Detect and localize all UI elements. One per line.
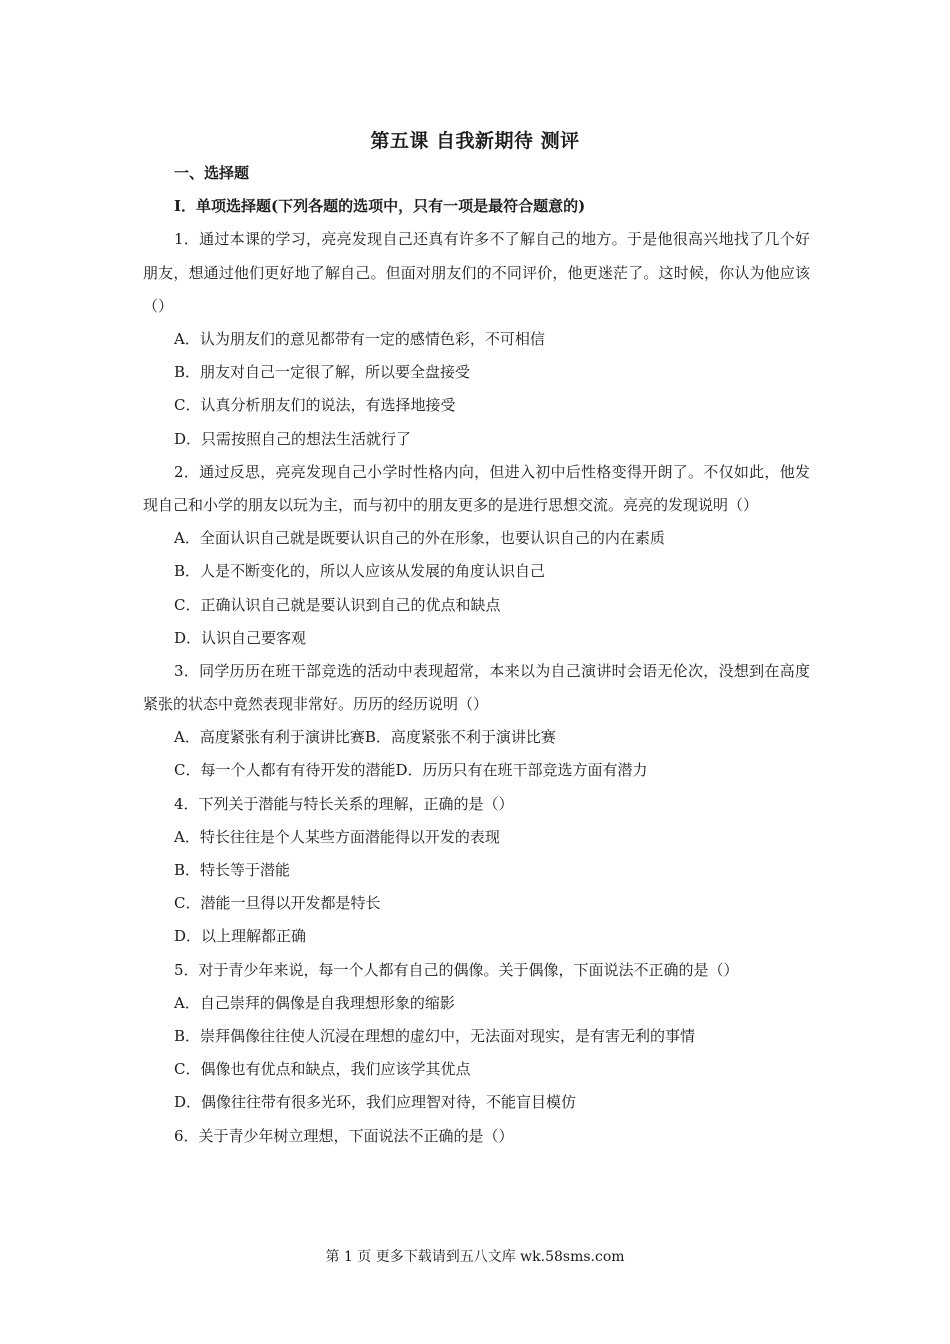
section-heading: 一、选择题	[174, 164, 250, 182]
option: A．自己崇拜的偶像是自我理想形象的缩影	[174, 993, 455, 1012]
option: C．潜能一旦得以开发都是特长	[174, 894, 381, 913]
option: D．偶像往往带有很多光环，我们应理智对待，不能盲目模仿	[174, 1093, 577, 1112]
question-stem: 1．通过本课的学习，亮亮发现自己还真有许多不了解自己的地方。于是他很高兴地找了几个好朋友，想通过他们更好地了解自己。但面对朋友们的不同评价，他更迷茫了。这时候，你认为他应该（）	[143, 230, 810, 315]
option: D．认识自己要客观	[174, 628, 307, 647]
option: B．崇拜偶像往往使人沉浸在理想的虚幻中，无法面对现实，是有害无利的事情	[174, 1026, 696, 1045]
option: C．每一个人都有有待开发的潜能D．历历只有在班干部竞选方面有潜力	[174, 761, 648, 780]
question-4	[143, 788, 810, 954]
option: D．只需按照自己的想法生活就行了	[174, 429, 412, 448]
question-stem: 3．同学历历在班干部竞选的活动中表现超常，本来以为自己演讲时会语无伦次，没想到在高度紧张的状态中竟然表现非常好。历历的经历说明（）	[143, 661, 810, 714]
option: C．认真分析朋友们的说法，有选择地接受	[174, 396, 456, 415]
question-stem: 2．通过反思，亮亮发现自己小学时性格内向，但进入初中后性格变得开朗了。不仅如此，他发现自己和小学的朋友以玩为主，而与初中的朋友更多的是进行思想交流。亮亮的发现说明（）	[143, 462, 810, 514]
option: B．朋友对自己一定很了解，所以要全盘接受	[174, 363, 471, 382]
question-3	[143, 655, 810, 788]
option: A．全面认识自己就是既要认识自己的外在形象，也要认识自己的内在素质	[174, 529, 665, 548]
option: C．偶像也有优点和缺点，我们应该学其优点	[174, 1060, 471, 1079]
question-stem: 6．关于青少年树立理想，下面说法不正确的是（）	[174, 1126, 514, 1145]
option: B．特长等于潜能	[174, 861, 291, 880]
page-title: 第五课 自我新期待 测评	[370, 130, 580, 152]
question-stem: 5．对于青少年来说，每一个人都有自己的偶像。关于偶像，下面说法不正确的是（）	[174, 960, 739, 979]
question-1	[143, 223, 810, 455]
sub-heading: Ⅰ．单项选择题(下列各题的选项中，只有一项是最符合题意的)	[174, 197, 586, 216]
option: B．人是不断变化的，所以人应该从发展的角度认识自己	[174, 562, 546, 581]
option: D．以上理解都正确	[174, 927, 307, 946]
question-stem: 4．下列关于潜能与特长关系的理解，正确的是（）	[174, 794, 514, 813]
question-2	[143, 456, 810, 655]
page-footer: 第 1 页 更多下载请到五八文库 wk.58sms.com	[325, 1249, 625, 1265]
quiz-content	[143, 157, 810, 1153]
option: A．高度紧张有利于演讲比赛B．高度紧张不利于演讲比赛	[174, 728, 556, 747]
option: A．特长往往是个人某些方面潜能得以开发的表现	[174, 827, 500, 846]
option: C．正确认识自己就是要认识到自己的优点和缺点	[174, 595, 501, 614]
question-6	[143, 1120, 810, 1153]
question-5	[143, 954, 810, 1120]
option: A．认为朋友们的意见都带有一定的感情色彩，不可相信	[174, 329, 545, 348]
